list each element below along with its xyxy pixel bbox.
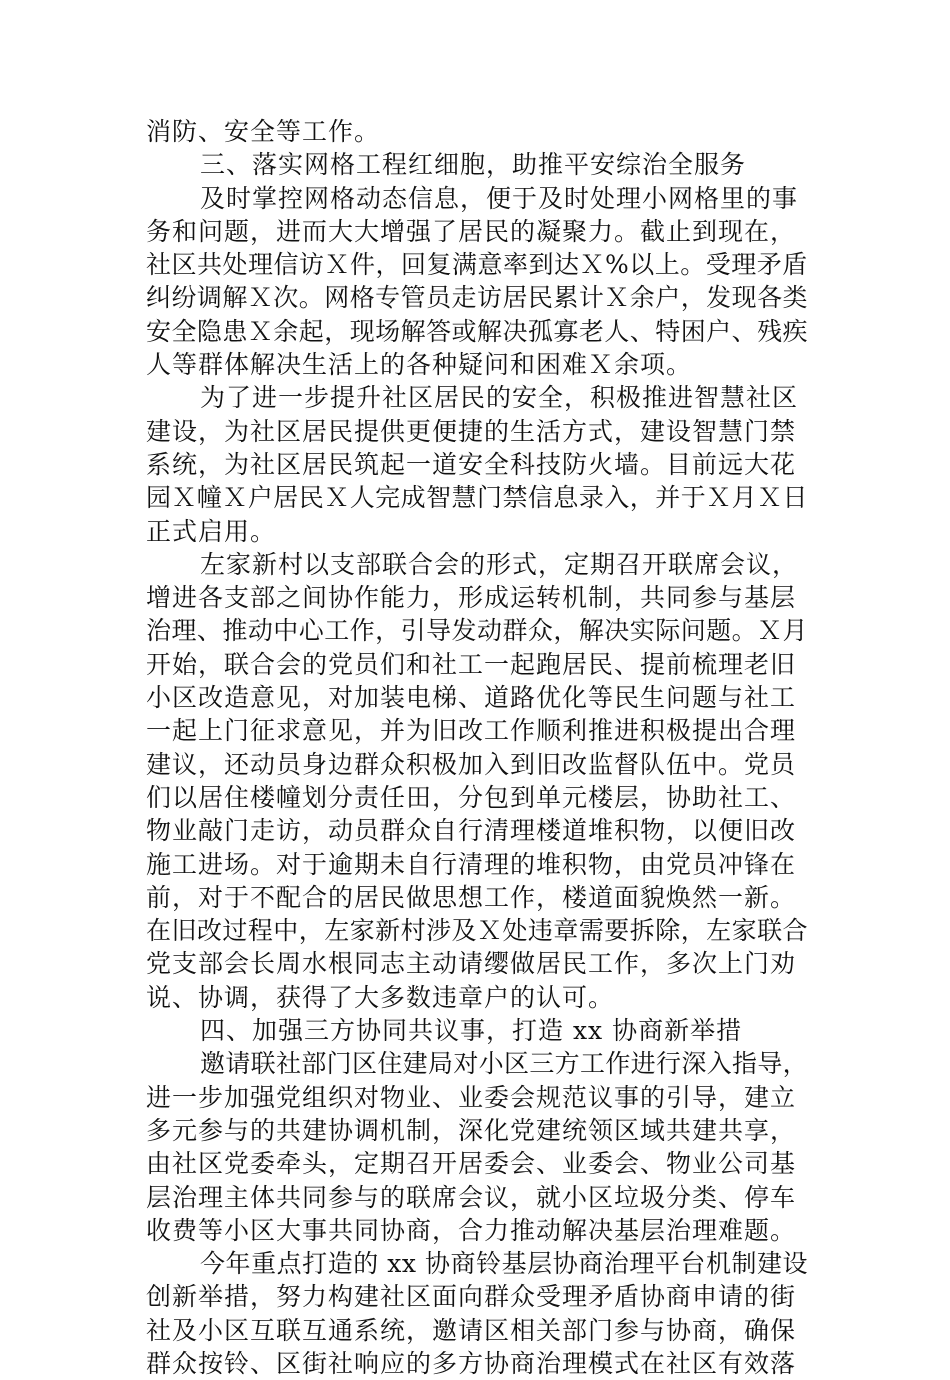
text-line: 务和问题，进而大大增强了居民的凝聚力。截止到现在， <box>146 216 797 246</box>
text-line: 党支部会长周水根同志主动请缨做居民工作，多次上门劝 <box>146 949 797 979</box>
text-line: 社区共处理信访Ｘ件，回复满意率到达Ｘ%以上。受理矛盾 <box>146 250 808 280</box>
text-line: 在旧改过程中，左家新村涉及Ｘ处违章需要拆除，左家联合 <box>146 916 809 946</box>
text-line: 收费等小区大事共同协商，合力推动解决基层治理难题。 <box>146 1215 797 1245</box>
text-line: 纠纷调解Ｘ次。网格专管员走访居民累计Ｘ余户，发现各类 <box>146 283 809 313</box>
text-line: 社及小区互联互通系统，邀请区相关部门参与协商，确保 <box>146 1315 797 1345</box>
text-line: 多元参与的共建协调机制，深化党建统领区域共建共享， <box>146 1115 797 1145</box>
document-body <box>146 115 808 1380</box>
text-line: 系统，为社区居民筑起一道安全科技防火墙。目前远大花 <box>146 449 797 479</box>
text-line: 由社区党委牵头，定期召开居委会、业委会、物业公司基 <box>146 1149 797 1179</box>
text-line: 建议，还动员身边群众积极加入到旧改监督队伍中。党员 <box>146 749 797 779</box>
text-line: 物业敲门走访，动员群众自行清理楼道堆积物，以便旧改 <box>146 816 797 846</box>
text-line: 开始，联合会的党员们和社工一起跑居民、提前梳理老旧 <box>146 649 797 679</box>
text-line: 三、落实网格工程红细胞，助推平安综治全服务 <box>200 150 747 180</box>
text-line: 四、加强三方协同共议事，打造 xx 协商新举措 <box>200 1016 743 1046</box>
text-line: 小区改造意见，对加装电梯、道路优化等民生问题与社工 <box>146 683 797 713</box>
text-line: 人等群体解决生活上的各种疑问和困难Ｘ余项。 <box>146 350 693 380</box>
text-line: 一起上门征求意见，并为旧改工作顺利推进积极提出合理 <box>146 716 797 746</box>
text-line: 前，对于不配合的居民做思想工作，楼道面貌焕然一新。 <box>146 882 797 912</box>
text-line: 增进各支部之间协作能力，形成运转机制，共同参与基层 <box>146 583 797 613</box>
text-line: 邀请联社部门区住建局对小区三方工作进行深入指导， <box>200 1049 809 1079</box>
text-line: 及时掌控网格动态信息，便于及时处理小网格里的事 <box>200 183 799 213</box>
text-line: 园Ｘ幢Ｘ户居民Ｘ人完成智慧门禁信息录入，并于Ｘ月Ｘ日 <box>146 483 809 513</box>
text-line: 左家新村以支部联合会的形式，定期召开联席会议， <box>200 549 799 579</box>
text-line: 今年重点打造的 xx 协商铃基层协商治理平台机制建设 <box>200 1249 809 1279</box>
text-line: 建设，为社区居民提供更便捷的生活方式，建设智慧门禁 <box>146 416 797 446</box>
text-line: 们以居住楼幢划分责任田，分包到单元楼层，协助社工、 <box>146 782 797 812</box>
text-line: 群众按铃、区街社响应的多方协商治理模式在社区有效落 <box>146 1348 797 1378</box>
text-line: 为了进一步提升社区居民的安全，积极推进智慧社区 <box>200 383 799 413</box>
text-line: 创新举措，努力构建社区面向群众受理矛盾协商申请的街 <box>146 1282 797 1312</box>
text-line: 消防、安全等工作。 <box>146 117 381 146</box>
text-line: 正式启用。 <box>146 516 277 546</box>
text-line: 治理、推动中心工作，引导发动群众，解决实际问题。Ｘ月 <box>146 616 809 646</box>
text-line: 进一步加强党组织对物业、业委会规范议事的引导，建立 <box>146 1082 797 1112</box>
text-line: 安全隐患Ｘ余起，现场解答或解决孤寡老人、特困户、残疾 <box>146 316 809 346</box>
text-line: 层治理主体共同参与的联席会议，就小区垃圾分类、停车 <box>146 1182 797 1212</box>
text-line: 说、协调，获得了大多数违章户的认可。 <box>146 982 615 1012</box>
text-line: 施工进场。对于逾期未自行清理的堆积物，由党员冲锋在 <box>146 849 797 879</box>
